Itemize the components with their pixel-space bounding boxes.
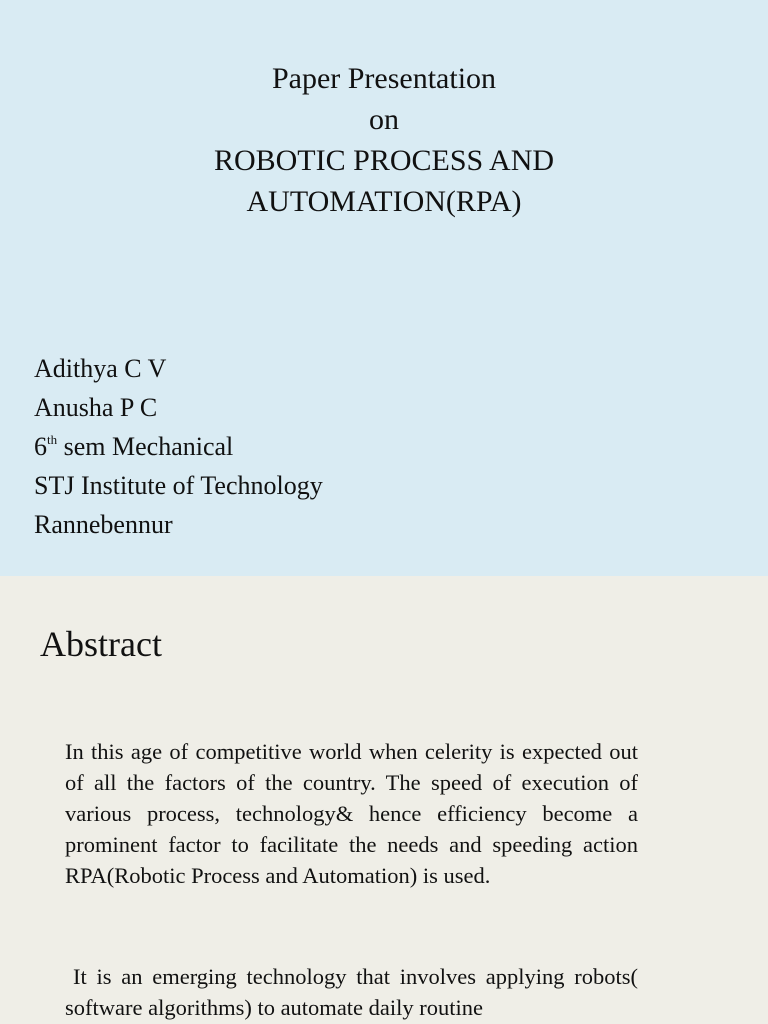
author-name: Adithya C V (34, 354, 167, 383)
title-line-4: AUTOMATION(RPA) (246, 185, 522, 218)
author-name: Anusha P C (34, 393, 158, 422)
abstract-heading: Abstract (40, 624, 162, 664)
author-block (34, 349, 323, 544)
title-line-2: on (369, 103, 399, 136)
presentation-title (0, 58, 768, 222)
title-line-3: ROBOTIC PROCESS AND (213, 144, 555, 177)
semester-suffix: th (47, 432, 58, 447)
abstract-slide (0, 576, 768, 1024)
abstract-paragraph-1: In this age of competitive world when celerity is expected out of all the factors of the country. The speed of execution of various process, technology& hence efficiency become a prominent factor to facilitate the needs and speeding action RPA(Robotic Process and Automation) is used. (65, 739, 638, 888)
semester-text: sem Mechanical (57, 432, 234, 461)
institute-name: STJ Institute of Technology (34, 471, 323, 500)
semester-number: 6 (34, 432, 47, 461)
institute-location: Rannebennur (34, 510, 173, 539)
title-line-1: Paper Presentation (271, 62, 497, 95)
abstract-paragraph-2: It is an emerging technology that involves applying robots( software algorithms) to automate daily routine (65, 964, 638, 1020)
semester-line (34, 427, 323, 466)
